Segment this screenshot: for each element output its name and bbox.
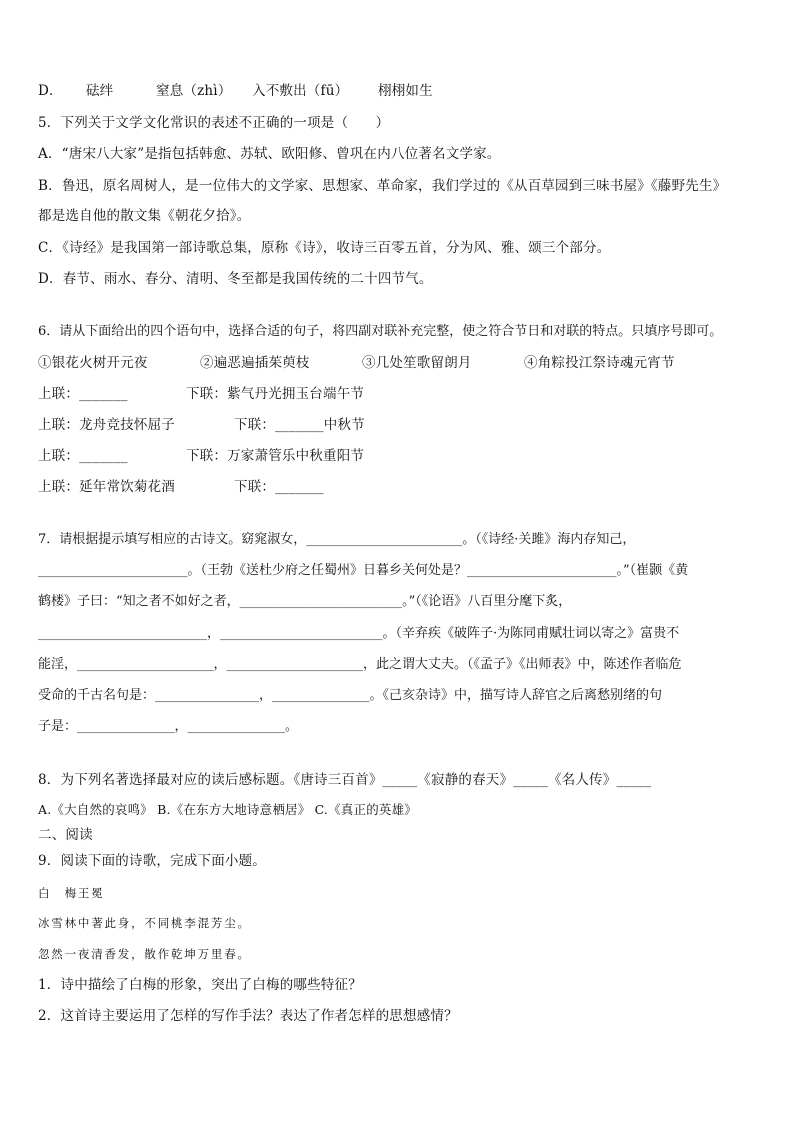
q6-couplet-4-lower: 下联：_______ [234,479,324,495]
q6-couplet-3-lower: 下联：万家萧管乐中秋重阳节 [186,448,365,464]
poem-title: 白 梅王冕 [38,886,105,900]
q6-couplet-1 [38,385,758,403]
q5-option-d: D．春节、雨水、春分、清明、冬至都是我国传统的二十四节气。 [38,271,433,287]
q7-line-5: 能淫，_____________________，_____________________，此之谓大丈夫。（《孟子》《出师表》中，陈述作者临危 [38,657,682,672]
q6-couplet-1-lower: 下联：紫气丹光拥玉台端午节 [186,386,365,402]
q9-subquestion-1: 1．诗中描绘了白梅的形象，突出了白梅的哪些特征？ [38,977,362,993]
q4-option-d-item-1: 砝绊 [86,83,114,99]
section-title-reading: 二、阅读 [38,827,93,843]
q4-option-d-item-4: 栩栩如生 [378,83,433,99]
q5-stem: 5．下列关于文学文化常识的表述不正确的一项是（ ） [38,115,390,131]
q6-couplet-3-upper: 上联：_______ [38,448,128,464]
q6-option-3: ③几处笙歌留朗月 [362,355,472,371]
q8-stem: 8．为下列名著选择最对应的读后感标题。《唐诗三百首》_____《寂静的春天》_____《名人传》_____ [38,772,652,788]
poem-line-1: 冰雪林中著此身，不同桃李混芳尘。 [38,916,251,930]
q6-couplet-2-lower: 下联：_______中秋节 [234,417,365,433]
q4-option-d-label: D． [38,83,63,99]
q5-option-b-line1: B．鲁迅，原名周树人，是一位伟大的文学家、思想家、革命家，我们学过的《从百草园到三味书屋》《藤野先生》 [38,178,727,194]
q7-line-4: __________________________，_________________________。（辛弃疾《破阵子·为陈同甫赋壮词以寄之》富贵不 [38,626,680,641]
q6-options [38,354,758,372]
q7-line-6: 受命的千古名句是：________________，_______________。《己亥杂诗》中，描写诗人辞官之后离愁别绪的句 [38,688,663,703]
q4-option-d-item-2: 窒息（zhì） [156,83,232,99]
q4-option-d [38,82,758,100]
q7-line-7: 子是：_______________，_______________。 [38,719,299,734]
q6-couplet-1-upper: 上联：_______ [38,386,128,402]
q9-subquestion-2: 2．这首诗主要运用了怎样的写作手法？表达了作者怎样的思想感情？ [38,1008,458,1024]
q6-option-1: ①银花火树开元夜 [38,355,148,371]
q6-couplet-3 [38,447,758,465]
q4-option-d-item-3: 入不敷出（fū） [252,83,349,99]
q7-line-2: _______________________。（王勃《送杜少府之任蜀州》日暮乡关何处是？_______________________。”（崔颢《黄 [38,563,689,578]
q6-couplet-4-upper: 上联：延年常饮菊花酒 [38,479,175,495]
q6-couplet-2-upper: 上联：龙舟竞技怀屈子 [38,417,175,433]
q5-option-a: A．“唐宋八大家”是指包括韩愈、苏轼、欧阳修、曾巩在内八位著名文学家。 [38,146,501,162]
q5-option-c: C．《诗经》是我国第一部诗歌总集，原称《诗》，收诗三百零五首，分为风、雅、颂三个部分。 [38,240,611,256]
q7-line-3: 鹤楼》子曰：“知之者不如好之者，_________________________。”（《论语》八百里分麾下炙， [38,594,572,609]
q9-stem: 9．阅读下面的诗歌，完成下面小题。 [38,853,266,869]
q7-line-1: 7．请根据提示填写相应的古诗文。窈窕淑女，________________________。（《诗经·关雎》海内存知己， [38,532,636,547]
q5-option-b-line2: 都是选自他的散文集《朝花夕拾》。 [38,208,251,224]
q6-option-2: ②遍恶遍插茱萸枝 [200,355,310,371]
q6-couplet-4 [38,478,758,496]
q6-couplet-2 [38,416,758,434]
q6-stem: 6．请从下面给出的四个语句中，选择合适的句子，将四副对联补充完整，使之符合节日和对联的特点。只填序号即可。 [38,324,723,339]
q6-option-4: ④角粽投江祭诗魂元宵节 [524,355,675,371]
q8-options: A.《大自然的哀鸣》 B.《在东方大地诗意栖居》 C.《真正的英雄》 [38,802,417,817]
poem-line-2: 忽然一夜清香发，散作乾坤万里春。 [38,947,251,961]
